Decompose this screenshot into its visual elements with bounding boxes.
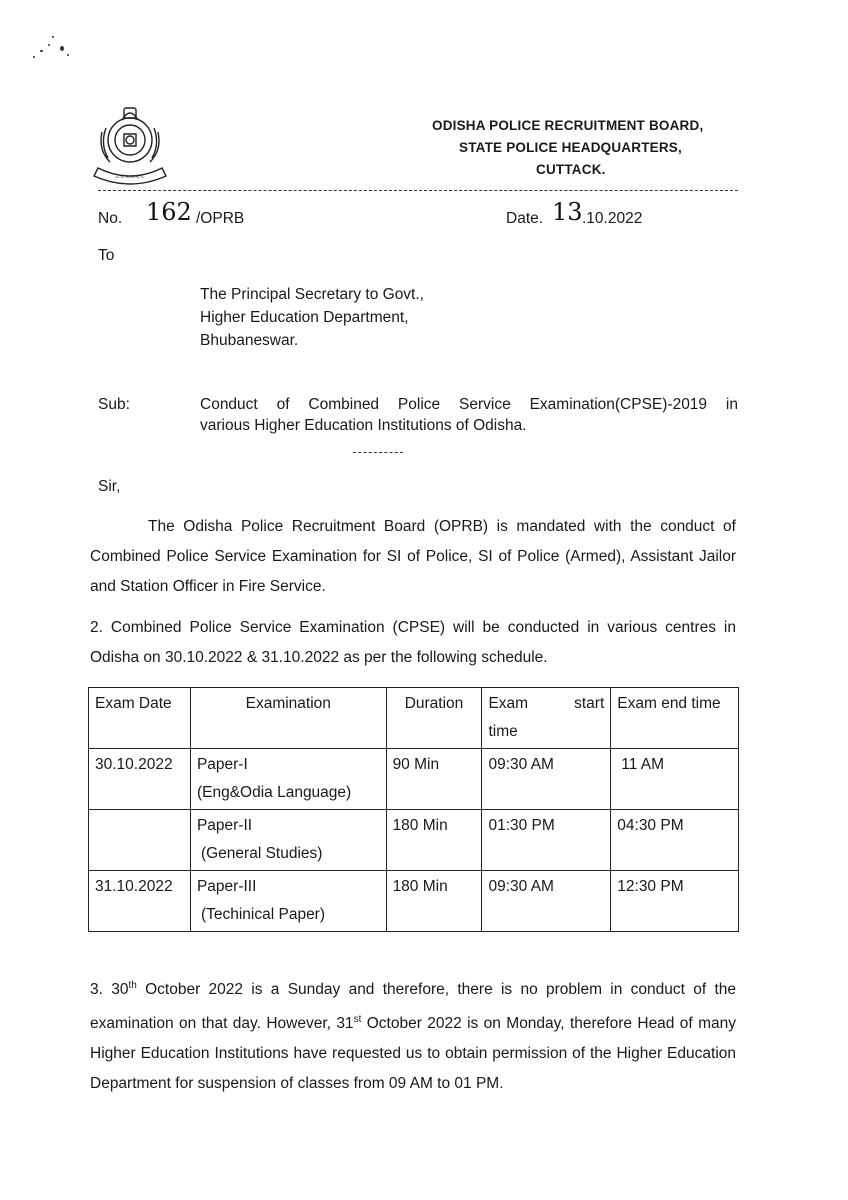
para3-text: October 2022 is a Sunday and therefore, there is no problem in conduct of the examination on that day. However, 31 — [90, 981, 736, 1033]
ordinal-suffix: th — [128, 980, 137, 991]
examination-cell — [190, 749, 386, 810]
start-time-cell: 01:30 PM — [482, 810, 611, 871]
end-time-cell: 12:30 PM — [611, 871, 739, 932]
table-row — [89, 871, 739, 932]
para3-text: 3. 30 — [90, 981, 129, 999]
paper-subject: (Techinical Paper) — [200, 906, 326, 923]
paragraph-1: The Odisha Police Recruitment Board (OPRB) is mandated with the conduct of Combined Police Service Examination for SI of Police, SI of Police (Armed), Assistant Jailor and Station Officer in Fire Service. — [90, 518, 736, 595]
col-header-examination: Examination — [190, 688, 386, 749]
exam-date-cell: 30.10.2022 — [89, 749, 191, 810]
paragraph-3 — [90, 971, 736, 1099]
letter-no-label: No. — [98, 210, 123, 227]
subject-line: various Higher Education Institutions of Odisha. — [200, 417, 527, 434]
paragraph-2: 2. Combined Police Service Examination (CPSE) will be conducted in various centres in Odisha on 30.10.2022 & 31.10.2022 as per the following schedule. — [90, 619, 736, 666]
start-time-cell: 09:30 AM — [482, 871, 611, 932]
subject-label: Sub: — [98, 396, 130, 413]
duration-cell: 180 Min — [386, 871, 482, 932]
end-time-cell: 11 AM — [611, 749, 739, 810]
letter-no-handwritten: 162 — [146, 198, 192, 226]
date-label: Date. — [506, 210, 544, 227]
paper-name: Paper-III — [196, 878, 257, 895]
letter-no-suffix: /OPRB — [196, 210, 245, 227]
start-time-cell: 09:30 AM — [482, 749, 611, 810]
col-header-end: Exam end time — [611, 688, 739, 749]
exam-date-cell — [89, 810, 191, 871]
paper-name: Paper-I — [196, 756, 248, 773]
scan-speck — [33, 56, 35, 58]
duration-cell: 90 Min — [386, 749, 482, 810]
date-suffix: .10.2022 — [582, 210, 643, 227]
col-header-duration: Duration — [386, 688, 482, 749]
scan-speck — [67, 54, 69, 56]
to-label: To — [98, 247, 115, 264]
examination-cell — [190, 810, 386, 871]
duration-cell: 180 Min — [386, 810, 482, 871]
svg-text:~~~~~~: ~~~~~~ — [114, 174, 146, 181]
end-time-cell: 04:30 PM — [611, 810, 739, 871]
police-emblem-icon — [84, 98, 176, 190]
separator — [353, 452, 403, 453]
start-header-word: start — [574, 695, 605, 712]
paper-subject: (Eng&Odia Language) — [196, 784, 352, 801]
paper-subject: (General Studies) — [200, 845, 323, 862]
addressee-line: The Principal Secretary to Govt., — [200, 286, 424, 303]
exam-date-cell: 31.10.2022 — [89, 871, 191, 932]
scan-speck — [60, 46, 64, 51]
table-row — [89, 749, 739, 810]
col-header-start — [482, 688, 611, 749]
org-name: ODISHA POLICE RECRUITMENT BOARD, — [432, 118, 704, 133]
scan-speck — [48, 44, 50, 46]
paper-name: Paper-II — [196, 817, 253, 834]
addressee-line: Higher Education Department, — [200, 309, 409, 326]
org-hq: STATE POLICE HEADQUARTERS, — [459, 140, 682, 155]
salutation: Sir, — [98, 478, 121, 495]
start-header-word: Exam — [488, 695, 529, 712]
addressee-line: Bhubaneswar. — [200, 332, 299, 349]
start-header-word: time — [488, 723, 518, 740]
table-row — [89, 810, 739, 871]
scan-speck — [52, 36, 54, 38]
scan-speck — [40, 50, 43, 52]
date-handwritten: 13 — [552, 198, 583, 226]
subject-line: Conduct of Combined Police Service Examination(CPSE)-2019 in — [200, 396, 738, 413]
header-divider — [98, 190, 738, 191]
exam-schedule-table — [88, 687, 739, 932]
para3-text: October 2022 is on Monday, therefore Head of many Higher Education Institutions have requested us to obtain permission of the Higher Education Department for suspension of classes from 09 AM to 01 PM. — [90, 1015, 737, 1093]
ordinal-suffix: st — [353, 1014, 362, 1026]
examination-cell — [190, 871, 386, 932]
col-header-date: Exam Date — [89, 688, 191, 749]
org-city: CUTTACK. — [536, 162, 606, 177]
table-header-row — [89, 688, 739, 749]
